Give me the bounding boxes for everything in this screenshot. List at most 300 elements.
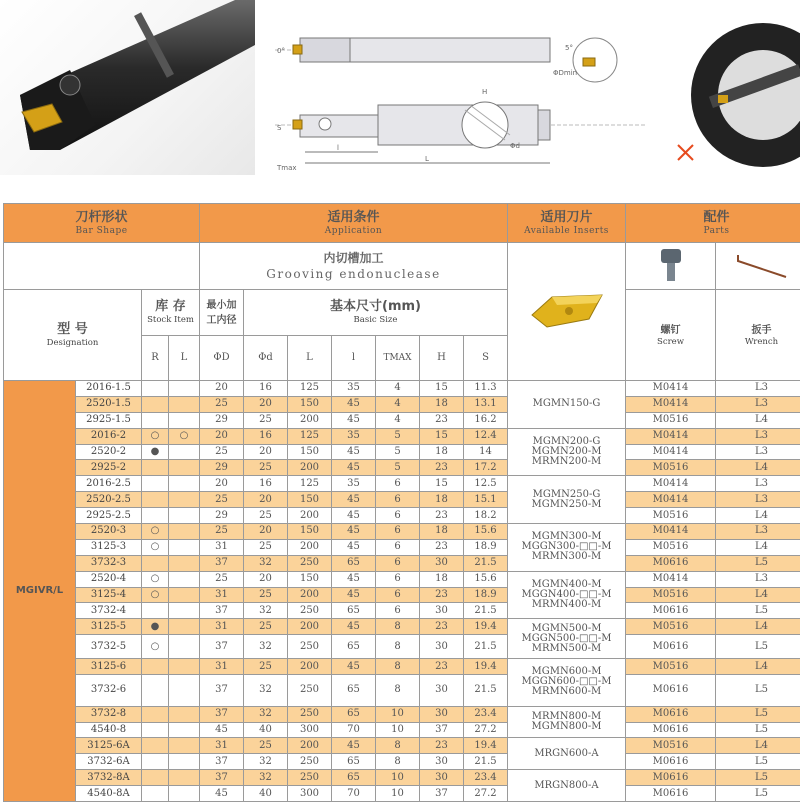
size-l1-cell: 45 (332, 412, 376, 428)
stock-l-cell: ○ (169, 428, 200, 444)
screw-cell: M0616 (626, 555, 716, 571)
size-d-cell: 20 (244, 492, 288, 508)
size-l1-cell: 45 (332, 508, 376, 524)
stock-l-cell (169, 754, 200, 770)
size-D-cell: 37 (200, 603, 244, 619)
size-T-cell: 6 (376, 508, 420, 524)
size-d-cell: 20 (244, 524, 288, 540)
wrench-cell: L3 (716, 476, 800, 492)
size-T-cell: 5 (376, 460, 420, 476)
table-row (4, 603, 800, 619)
insert-model-label: MGMN250-G (508, 490, 625, 500)
size-H-cell: 30 (420, 555, 464, 571)
size-l1-cell: 45 (332, 587, 376, 603)
wrench-cell: L5 (716, 635, 800, 659)
grooving-cell: 内切槽加工 Grooving endonuclease (200, 243, 508, 290)
insert-model-label: MGMN600-M (508, 667, 625, 677)
designation-cell: 2925-2.5 (76, 508, 142, 524)
stock-l-cell (169, 722, 200, 738)
insert-group-cell (508, 476, 626, 524)
stock-r-cell (142, 754, 169, 770)
stock-r-cell (142, 508, 169, 524)
stock-r-cell (142, 460, 169, 476)
stock-r-cell (142, 476, 169, 492)
screw-cell: M0516 (626, 539, 716, 555)
size-S-cell: 12.5 (464, 476, 508, 492)
size-T-cell: 8 (376, 619, 420, 635)
insert-group-cell (508, 659, 626, 706)
insert-model-label: MRMN800-M (508, 712, 625, 722)
stock-l-cell (169, 412, 200, 428)
size-L-cell: 250 (288, 603, 332, 619)
size-S-cell: 11.3 (464, 381, 508, 397)
size-T-cell: 10 (376, 722, 420, 738)
insert-model-label: MGMN800-M (508, 722, 625, 732)
size-H-cell: 15 (420, 381, 464, 397)
designation-cell: 3732-6A (76, 754, 142, 770)
size-H-cell: 30 (420, 706, 464, 722)
size-S-cell: 13.1 (464, 396, 508, 412)
stock-r-cell: ○ (142, 571, 169, 587)
size-D-cell: 25 (200, 571, 244, 587)
size-D-cell: 37 (200, 555, 244, 571)
table-row (4, 571, 800, 587)
grooving-application-photo (668, 0, 800, 175)
size-D-cell: 31 (200, 738, 244, 754)
designation-cell: 2016-2 (76, 428, 142, 444)
size-D-cell: 31 (200, 539, 244, 555)
dim-s-label: S (277, 124, 282, 132)
insert-model-label: MRMN500-M (508, 644, 625, 654)
screw-cell: M0616 (626, 722, 716, 738)
size-d-cell: 32 (244, 555, 288, 571)
designation-cell: 3732-5 (76, 635, 142, 659)
table-row (4, 635, 800, 659)
size-T-cell: 4 (376, 412, 420, 428)
size-l1-cell: 45 (332, 460, 376, 476)
size-T-cell: 8 (376, 738, 420, 754)
size-D-cell: 20 (200, 476, 244, 492)
size-S-cell: 21.5 (464, 555, 508, 571)
stock-r-cell (142, 659, 169, 675)
col-l-header: l (332, 336, 376, 381)
size-D-cell: 31 (200, 619, 244, 635)
screw-cell: M0414 (626, 476, 716, 492)
stock-l-cell (169, 396, 200, 412)
size-L-cell: 200 (288, 738, 332, 754)
size-l1-cell: 65 (332, 706, 376, 722)
size-T-cell: 10 (376, 786, 420, 802)
size-T-cell: 6 (376, 476, 420, 492)
size-d-cell: 40 (244, 786, 288, 802)
screw-cell: M0616 (626, 675, 716, 707)
dim-tmax-label: Tmax (276, 164, 297, 172)
stock-header: 库 存 Stock Item (142, 290, 200, 336)
size-T-cell: 6 (376, 539, 420, 555)
stock-l-cell (169, 381, 200, 397)
col-tmax-header: TMAX (376, 336, 420, 381)
min-bore-header: 最小加工内径 (200, 290, 244, 336)
size-L-cell: 150 (288, 524, 332, 540)
size-l1-cell: 35 (332, 476, 376, 492)
screw-cell: M0616 (626, 706, 716, 722)
size-d-cell: 16 (244, 381, 288, 397)
wrench-cell: L4 (716, 587, 800, 603)
size-H-cell: 18 (420, 571, 464, 587)
table-row (4, 460, 800, 476)
wrench-cell: L5 (716, 675, 800, 707)
wrench-cell: L5 (716, 722, 800, 738)
stock-l-cell (169, 619, 200, 635)
size-D-cell: 20 (200, 381, 244, 397)
insert-model-label: MGGN600-□□-M (508, 677, 625, 687)
technical-drawing (265, 20, 665, 180)
size-S-cell: 15.6 (464, 571, 508, 587)
size-D-cell: 25 (200, 396, 244, 412)
size-H-cell: 37 (420, 786, 464, 802)
size-d-cell: 20 (244, 571, 288, 587)
size-L-cell: 200 (288, 508, 332, 524)
size-d-cell: 32 (244, 635, 288, 659)
size-T-cell: 6 (376, 492, 420, 508)
insert-icon (527, 285, 607, 335)
size-D-cell: 29 (200, 412, 244, 428)
size-l1-cell: 65 (332, 770, 376, 786)
insert-group-cell (508, 706, 626, 738)
designation-cell: 2925-2 (76, 460, 142, 476)
size-l1-cell: 45 (332, 444, 376, 460)
size-H-cell: 15 (420, 476, 464, 492)
wrench-cell: L4 (716, 539, 800, 555)
stock-l-header: L (169, 336, 200, 381)
size-S-cell: 19.4 (464, 738, 508, 754)
table-row (4, 492, 800, 508)
screw-cell: M0616 (626, 754, 716, 770)
insert-group-cell (508, 428, 626, 476)
size-l1-cell: 45 (332, 524, 376, 540)
stock-r-cell (142, 412, 169, 428)
wrench-cell: L5 (716, 603, 800, 619)
wrench-cell: L5 (716, 555, 800, 571)
wrench-cell: L3 (716, 381, 800, 397)
stock-l-cell (169, 603, 200, 619)
insert-group-cell (508, 770, 626, 802)
size-d-cell: 25 (244, 587, 288, 603)
stock-r-cell: ○ (142, 587, 169, 603)
insert-model-label: MGMN300-M (508, 532, 625, 542)
stock-l-cell (169, 476, 200, 492)
size-S-cell: 21.5 (464, 754, 508, 770)
dmin-label: ΦDmin (553, 69, 577, 77)
size-S-cell: 18.9 (464, 587, 508, 603)
insert-group-cell (508, 619, 626, 659)
size-S-cell: 14 (464, 444, 508, 460)
size-d-cell: 16 (244, 428, 288, 444)
size-S-cell: 27.2 (464, 786, 508, 802)
insert-model-label: MGMN250-M (508, 500, 625, 510)
insert-model-label: MRMN600-M (508, 687, 625, 697)
parts-header: 配件 Parts (626, 204, 800, 243)
stock-l-cell (169, 555, 200, 571)
size-T-cell: 6 (376, 555, 420, 571)
size-L-cell: 150 (288, 444, 332, 460)
insert-model-label: MGMN200-M (508, 447, 625, 457)
size-H-cell: 23 (420, 412, 464, 428)
screw-cell: M0414 (626, 381, 716, 397)
wrench-image-cell (716, 243, 800, 290)
stock-r-cell: ● (142, 619, 169, 635)
stock-r-cell (142, 722, 169, 738)
stock-l-cell (169, 524, 200, 540)
stock-r-cell (142, 738, 169, 754)
stock-r-cell (142, 492, 169, 508)
size-L-cell: 125 (288, 381, 332, 397)
size-d-cell: 25 (244, 539, 288, 555)
size-l1-cell: 65 (332, 635, 376, 659)
size-D-cell: 45 (200, 722, 244, 738)
size-l1-cell: 65 (332, 675, 376, 707)
designation-cell: 4540-8A (76, 786, 142, 802)
screw-header: 螺钉 Screw (626, 290, 716, 381)
size-l1-cell: 70 (332, 722, 376, 738)
table-row (4, 738, 800, 754)
size-H-cell: 30 (420, 675, 464, 707)
insert-model-label: MRMN200-M (508, 457, 625, 467)
size-D-cell: 29 (200, 460, 244, 476)
table-row (4, 412, 800, 428)
table-row (4, 659, 800, 675)
size-S-cell: 19.4 (464, 659, 508, 675)
insert-model-label: MRGN800-A (508, 781, 625, 791)
size-T-cell: 4 (376, 381, 420, 397)
stock-r-cell (142, 555, 169, 571)
size-l1-cell: 45 (332, 619, 376, 635)
size-L-cell: 125 (288, 476, 332, 492)
size-D-cell: 31 (200, 587, 244, 603)
wrench-cell: L5 (716, 706, 800, 722)
size-l1-cell: 45 (332, 659, 376, 675)
wrench-cell: L4 (716, 508, 800, 524)
size-L-cell: 200 (288, 619, 332, 635)
table-row (4, 770, 800, 786)
size-D-cell: 37 (200, 706, 244, 722)
model-family-cell: MGIVR/L (4, 381, 76, 802)
size-l1-cell: 45 (332, 571, 376, 587)
boring-bar-photo (0, 0, 255, 175)
size-H-cell: 30 (420, 635, 464, 659)
size-L-cell: 200 (288, 412, 332, 428)
dim-l-small-label: l (337, 144, 339, 152)
wrench-header: 扳手 Wrench (716, 290, 800, 381)
designation-cell: 3732-3 (76, 555, 142, 571)
table-row (4, 444, 800, 460)
designation-cell: 3732-8 (76, 706, 142, 722)
col-h-header: H (420, 336, 464, 381)
table-row (4, 524, 800, 540)
designation-cell: 2520-3 (76, 524, 142, 540)
insert-model-label: MGGN400-□□-M (508, 590, 625, 600)
stock-l-cell (169, 587, 200, 603)
size-H-cell: 23 (420, 738, 464, 754)
size-T-cell: 10 (376, 706, 420, 722)
bar-shape-image-cell (4, 243, 200, 290)
dim-h-label: H (482, 88, 487, 96)
col-d-header: Φd (244, 336, 288, 381)
size-L-cell: 200 (288, 659, 332, 675)
stock-r-cell: ○ (142, 524, 169, 540)
size-T-cell: 6 (376, 524, 420, 540)
stock-r-cell (142, 381, 169, 397)
table-row (4, 508, 800, 524)
stock-l-cell (169, 659, 200, 675)
designation-cell: 3125-4 (76, 587, 142, 603)
size-L-cell: 150 (288, 492, 332, 508)
col-L-header: L (288, 336, 332, 381)
size-H-cell: 23 (420, 587, 464, 603)
stock-l-cell (169, 571, 200, 587)
table-row (4, 786, 800, 802)
application-header: 适用条件 Application (200, 204, 508, 243)
table-row (4, 539, 800, 555)
size-H-cell: 23 (420, 659, 464, 675)
screw-cell: M0414 (626, 444, 716, 460)
stock-l-cell (169, 738, 200, 754)
size-L-cell: 200 (288, 587, 332, 603)
size-H-cell: 18 (420, 524, 464, 540)
stock-l-cell (169, 492, 200, 508)
spec-table (3, 203, 800, 802)
wrench-cell: L4 (716, 460, 800, 476)
size-L-cell: 200 (288, 460, 332, 476)
wrench-cell: L3 (716, 571, 800, 587)
screw-cell: M0516 (626, 508, 716, 524)
insert-group-cell (508, 524, 626, 572)
size-d-cell: 20 (244, 396, 288, 412)
size-d-cell: 32 (244, 603, 288, 619)
wrench-icon (732, 247, 792, 283)
size-l1-cell: 45 (332, 738, 376, 754)
size-H-cell: 30 (420, 770, 464, 786)
size-T-cell: 6 (376, 587, 420, 603)
designation-cell: 3125-6 (76, 659, 142, 675)
size-D-cell: 37 (200, 754, 244, 770)
designation-cell: 2520-4 (76, 571, 142, 587)
stock-r-header: R (142, 336, 169, 381)
size-T-cell: 5 (376, 444, 420, 460)
size-T-cell: 8 (376, 659, 420, 675)
angle-5-label: 5° (565, 44, 573, 52)
size-S-cell: 21.5 (464, 635, 508, 659)
size-l1-cell: 45 (332, 492, 376, 508)
size-S-cell: 16.2 (464, 412, 508, 428)
size-d-cell: 20 (244, 444, 288, 460)
size-T-cell: 6 (376, 603, 420, 619)
size-S-cell: 15.6 (464, 524, 508, 540)
table-row (4, 722, 800, 738)
col-s-header: S (464, 336, 508, 381)
wrench-cell: L3 (716, 396, 800, 412)
screw-cell: M0516 (626, 587, 716, 603)
insert-model-label: MRGN600-A (508, 749, 625, 759)
size-d-cell: 25 (244, 508, 288, 524)
bar-shape-header: 刀杆形状 Bar Shape (4, 204, 200, 243)
screw-cell: M0516 (626, 659, 716, 675)
size-d-cell: 32 (244, 706, 288, 722)
table-row (4, 428, 800, 444)
size-H-cell: 18 (420, 444, 464, 460)
size-S-cell: 27.2 (464, 722, 508, 738)
screw-cell: M0414 (626, 428, 716, 444)
size-l1-cell: 45 (332, 396, 376, 412)
insert-image-cell (508, 243, 626, 381)
screw-cell: M0414 (626, 524, 716, 540)
size-H-cell: 30 (420, 754, 464, 770)
size-S-cell: 18.9 (464, 539, 508, 555)
stock-l-cell (169, 508, 200, 524)
size-L-cell: 250 (288, 555, 332, 571)
designation-header: 型 号 Designation (4, 290, 142, 381)
screw-icon (651, 245, 691, 285)
size-T-cell: 4 (376, 396, 420, 412)
size-L-cell: 250 (288, 754, 332, 770)
size-L-cell: 150 (288, 396, 332, 412)
table-row (4, 706, 800, 722)
stock-l-cell (169, 444, 200, 460)
size-S-cell: 17.2 (464, 460, 508, 476)
designation-cell: 3125-6A (76, 738, 142, 754)
insert-model-label: MGMN400-M (508, 580, 625, 590)
stock-r-cell (142, 396, 169, 412)
stock-r-cell (142, 675, 169, 707)
size-l1-cell: 35 (332, 381, 376, 397)
size-l1-cell: 70 (332, 786, 376, 802)
table-row (4, 754, 800, 770)
stock-l-cell (169, 706, 200, 722)
size-d-cell: 25 (244, 460, 288, 476)
screw-cell: M0414 (626, 571, 716, 587)
size-H-cell: 30 (420, 603, 464, 619)
size-L-cell: 200 (288, 539, 332, 555)
screw-cell: M0616 (626, 635, 716, 659)
size-L-cell: 300 (288, 786, 332, 802)
size-l1-cell: 35 (332, 428, 376, 444)
size-S-cell: 21.5 (464, 675, 508, 707)
size-H-cell: 18 (420, 492, 464, 508)
stock-r-cell: ○ (142, 428, 169, 444)
size-d-cell: 32 (244, 675, 288, 707)
wrench-cell: L3 (716, 524, 800, 540)
stock-l-cell (169, 460, 200, 476)
screw-cell: M0616 (626, 603, 716, 619)
size-H-cell: 37 (420, 722, 464, 738)
wrench-cell: L4 (716, 619, 800, 635)
size-L-cell: 250 (288, 675, 332, 707)
size-T-cell: 8 (376, 675, 420, 707)
table-row (4, 587, 800, 603)
size-T-cell: 5 (376, 428, 420, 444)
size-l1-cell: 65 (332, 603, 376, 619)
wrench-cell: L4 (716, 659, 800, 675)
size-T-cell: 6 (376, 571, 420, 587)
size-D-cell: 37 (200, 770, 244, 786)
screw-cell: M0414 (626, 396, 716, 412)
wrench-cell: L3 (716, 428, 800, 444)
designation-cell: 4540-8 (76, 722, 142, 738)
screw-cell: M0516 (626, 619, 716, 635)
size-D-cell: 25 (200, 492, 244, 508)
size-D-cell: 29 (200, 508, 244, 524)
size-d-cell: 25 (244, 738, 288, 754)
